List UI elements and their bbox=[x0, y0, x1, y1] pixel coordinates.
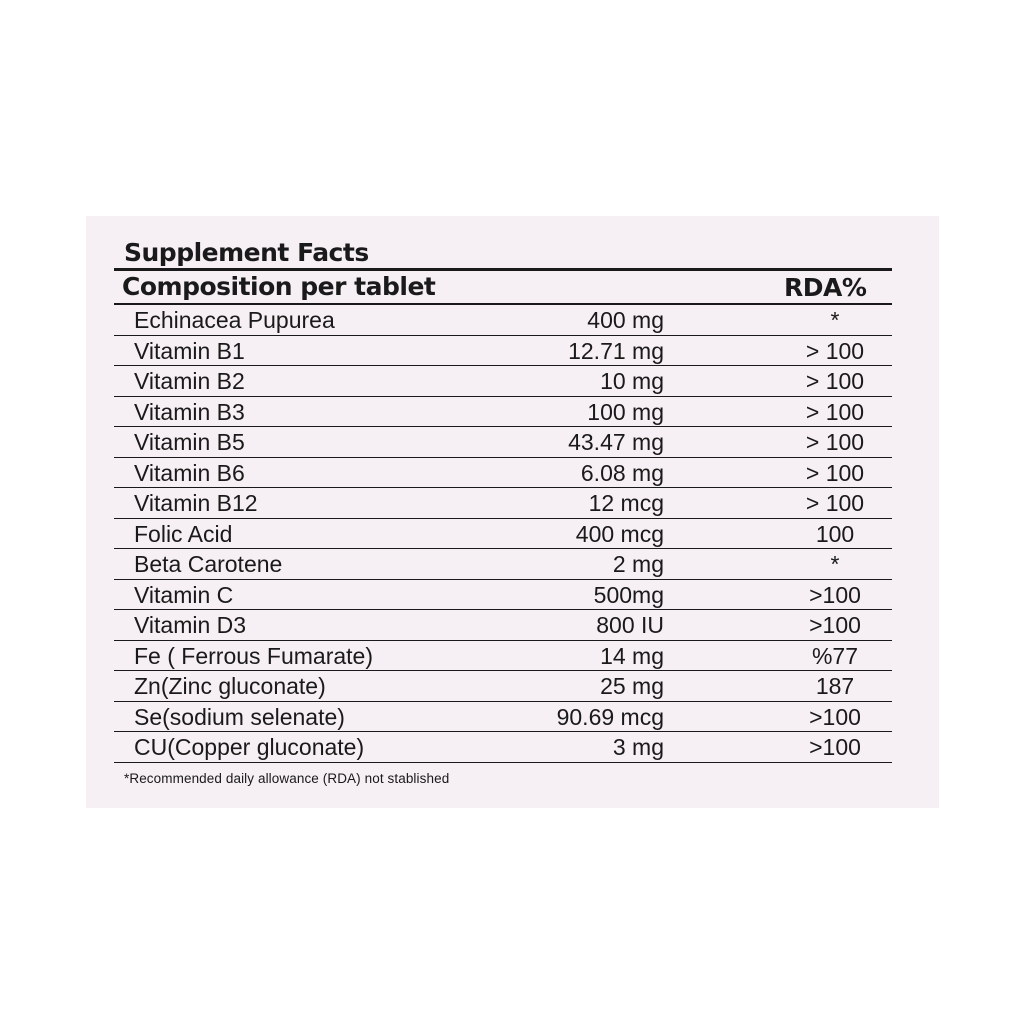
nutrient-name: Vitamin B6 bbox=[134, 459, 245, 486]
nutrient-amount: 12 mcg bbox=[588, 490, 664, 516]
nutrient-rda: > 100 bbox=[805, 429, 865, 455]
rda-header: RDA% bbox=[784, 273, 867, 302]
table-row bbox=[114, 305, 892, 336]
table-header bbox=[114, 271, 892, 305]
nutrient-rda: >100 bbox=[809, 612, 861, 638]
nutrient-name: Zn(Zinc gluconate) bbox=[134, 673, 326, 699]
table-row bbox=[114, 336, 892, 367]
nutrient-rda: %77 bbox=[811, 642, 859, 669]
table-row bbox=[114, 397, 892, 428]
table-row bbox=[114, 641, 892, 672]
nutrient-amount: 10 mg bbox=[600, 368, 664, 394]
nutrient-amount: 3 mg bbox=[612, 734, 664, 760]
nutrient-amount: 43.47 mg bbox=[568, 429, 664, 455]
composition-header: Composition per tablet bbox=[122, 272, 436, 301]
table-row bbox=[114, 427, 892, 458]
nutrient-amount: 90.69 mcg bbox=[556, 703, 664, 730]
table-row bbox=[114, 732, 892, 763]
nutrient-rda: >100 bbox=[809, 703, 861, 730]
table-row bbox=[114, 458, 892, 489]
nutrient-rda: > 100 bbox=[805, 459, 865, 486]
table-row bbox=[114, 488, 892, 519]
nutrient-rda: > 100 bbox=[805, 337, 865, 364]
nutrient-amount: 2 mg bbox=[612, 551, 664, 577]
nutrient-rda: > 100 bbox=[805, 398, 865, 425]
nutrient-rda: >100 bbox=[809, 581, 861, 608]
nutrient-amount: 25 mg bbox=[600, 673, 664, 699]
nutrient-amount: 800 IU bbox=[596, 612, 664, 638]
table-row bbox=[114, 702, 892, 733]
nutrient-name: Vitamin B3 bbox=[134, 398, 245, 425]
nutrient-amount: 400 mg bbox=[587, 307, 664, 333]
nutrient-name: Vitamin B12 bbox=[134, 490, 258, 516]
nutrient-amount: 100 mg bbox=[587, 398, 664, 425]
nutrient-amount: 12.71 mg bbox=[568, 337, 664, 364]
nutrient-rda: > 100 bbox=[805, 490, 865, 516]
nutrient-amount: 14 mg bbox=[600, 642, 664, 669]
nutrient-name: Folic Acid bbox=[134, 520, 233, 547]
nutrient-amount: 400 mcg bbox=[575, 520, 664, 547]
nutrient-rda: 100 bbox=[815, 520, 855, 547]
nutrient-table-body bbox=[114, 305, 892, 763]
nutrient-rda: > 100 bbox=[805, 368, 865, 394]
nutrient-name: Fe ( Ferrous Fumarate) bbox=[134, 642, 373, 669]
nutrient-amount: 500mg bbox=[593, 581, 664, 608]
nutrient-name: Vitamin B2 bbox=[134, 368, 245, 394]
table-row bbox=[114, 610, 892, 641]
table-row bbox=[114, 519, 892, 550]
table-row bbox=[114, 580, 892, 611]
table-row bbox=[114, 671, 892, 702]
nutrient-name: Echinacea Pupurea bbox=[134, 307, 335, 333]
nutrient-rda: >100 bbox=[809, 734, 861, 760]
table-row bbox=[114, 366, 892, 397]
nutrient-rda: 187 bbox=[815, 673, 855, 699]
nutrient-name: Vitamin C bbox=[134, 581, 234, 608]
nutrient-rda: * bbox=[830, 551, 840, 577]
nutrient-name: Beta Carotene bbox=[134, 551, 283, 577]
table-row bbox=[114, 549, 892, 580]
supplement-facts-panel bbox=[114, 236, 892, 786]
nutrient-rda: * bbox=[830, 307, 840, 333]
nutrient-name: Vitamin D3 bbox=[134, 612, 247, 638]
nutrient-name: Vitamin B5 bbox=[134, 429, 245, 455]
nutrient-name: CU(Copper gluconate) bbox=[134, 734, 365, 760]
footnote: *Recommended daily allowance (RDA) not stablished bbox=[124, 770, 450, 786]
nutrient-name: Se(sodium selenate) bbox=[134, 703, 345, 730]
panel-title: Supplement Facts bbox=[124, 238, 369, 267]
nutrient-amount: 6.08 mg bbox=[580, 459, 664, 486]
nutrient-name: Vitamin B1 bbox=[134, 337, 245, 364]
